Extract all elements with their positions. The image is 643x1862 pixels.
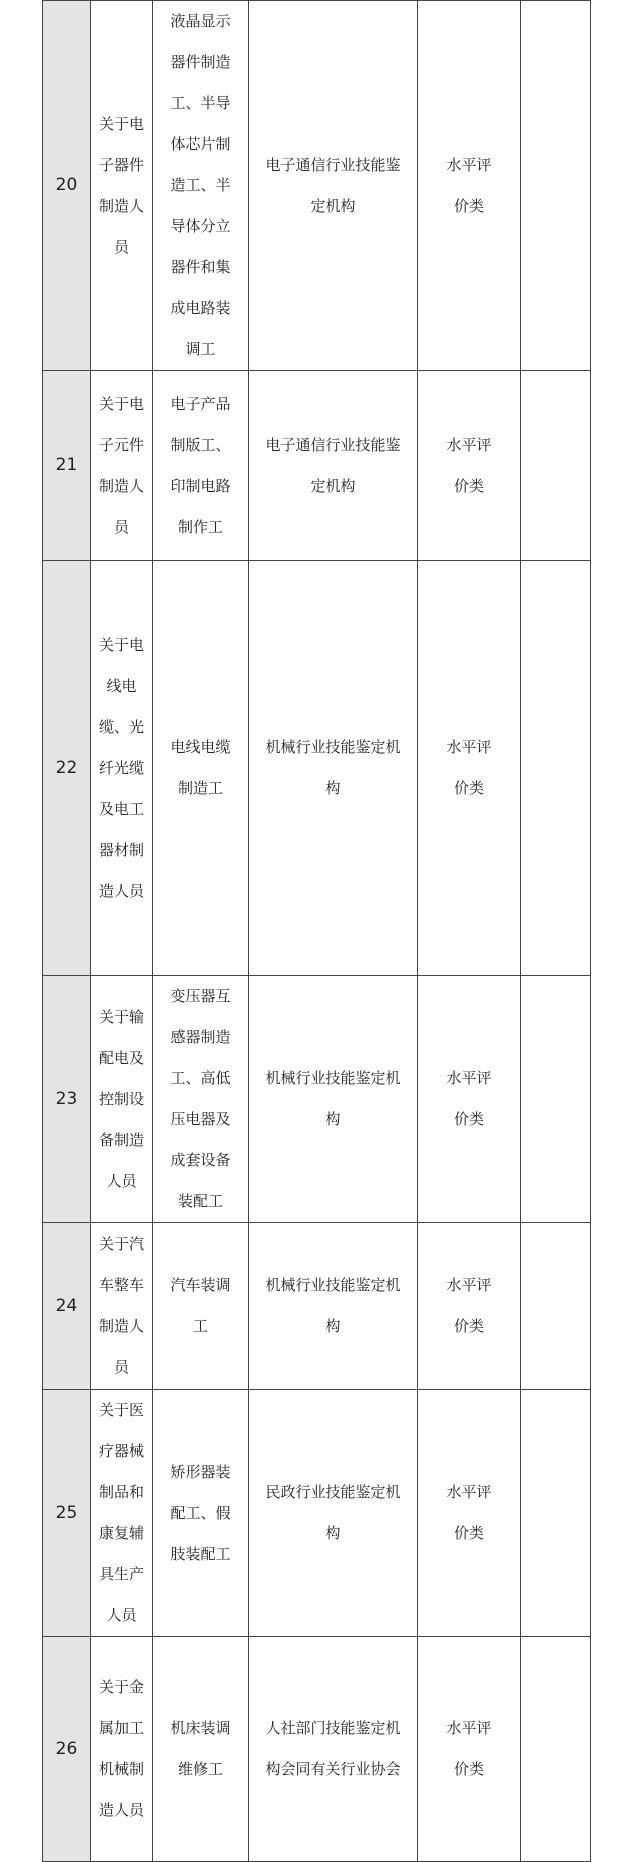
eval-type-cell: 水平评价类: [446, 1483, 492, 1542]
table-row: [43, 1223, 591, 1390]
eval-type-cell: 水平评价类: [446, 435, 492, 495]
occupation-cell: 电子产品制版工、印制电路制作工: [170, 394, 231, 536]
occupation-cell: 变压器互感器制造工、高低压电器及成套设备装配工: [170, 987, 231, 1210]
row-number: 22: [43, 561, 91, 976]
row-number: 24: [43, 1223, 91, 1390]
occupation-cell: 矫形器装配工、假肢装配工: [170, 1462, 231, 1563]
occupation-cell: 汽车装调工: [170, 1276, 231, 1335]
occupation-cell: 液晶显示器件制造工、半导体芯片制造工、半导体分立器件和集成电路装调工: [170, 12, 231, 358]
organization-cell: 电子通信行业技能鉴定机构: [265, 435, 401, 495]
organization-cell: 机械行业技能鉴定机构: [265, 1069, 401, 1128]
table-row: [43, 1, 591, 371]
table-row: [43, 371, 591, 561]
category-cell: 关于电子器件制造人员: [98, 114, 144, 256]
category-cell: 关于医疗器械制品和康复辅具生产人员: [98, 1401, 144, 1624]
occupation-table: [42, 0, 591, 1862]
row-number: 23: [43, 976, 91, 1223]
category-cell: 关于输配电及控制设备制造人员: [98, 1007, 144, 1190]
occupation-cell: 机床装调维修工: [170, 1719, 231, 1778]
table-row: [43, 1390, 591, 1637]
remark-cell: [521, 1637, 591, 1862]
table-row: [43, 1637, 591, 1862]
occupation-cell: 电线电缆制造工: [170, 738, 231, 797]
remark-cell: [521, 561, 591, 976]
table-row: [43, 561, 591, 976]
table-row: [43, 976, 591, 1223]
eval-type-cell: 水平评价类: [446, 155, 492, 215]
organization-cell: 机械行业技能鉴定机构: [265, 1276, 401, 1335]
eval-type-cell: 水平评价类: [446, 1069, 492, 1128]
remark-cell: [521, 976, 591, 1223]
row-number: 20: [43, 1, 91, 371]
remark-cell: [521, 371, 591, 561]
organization-cell: 电子通信行业技能鉴定机构: [265, 155, 401, 215]
eval-type-cell: 水平评价类: [446, 1719, 492, 1778]
category-cell: 关于汽车整车制造人员: [98, 1235, 144, 1376]
row-number: 25: [43, 1390, 91, 1637]
row-number: 21: [43, 371, 91, 561]
category-cell: 关于电线电缆、光纤光缆及电工器材制造人员: [98, 635, 144, 900]
remark-cell: [521, 1223, 591, 1390]
organization-cell: 机械行业技能鉴定机构: [265, 738, 401, 797]
category-cell: 关于电子元件制造人员: [98, 394, 144, 536]
remark-cell: [521, 1390, 591, 1637]
eval-type-cell: 水平评价类: [446, 738, 492, 797]
eval-type-cell: 水平评价类: [446, 1276, 492, 1335]
remark-cell: [521, 1, 591, 371]
category-cell: 关于金属加工机械制造人员: [98, 1678, 144, 1819]
organization-cell: 人社部门技能鉴定机构会同有关行业协会: [265, 1719, 401, 1778]
organization-cell: 民政行业技能鉴定机构: [265, 1483, 401, 1542]
row-number: 26: [43, 1637, 91, 1862]
